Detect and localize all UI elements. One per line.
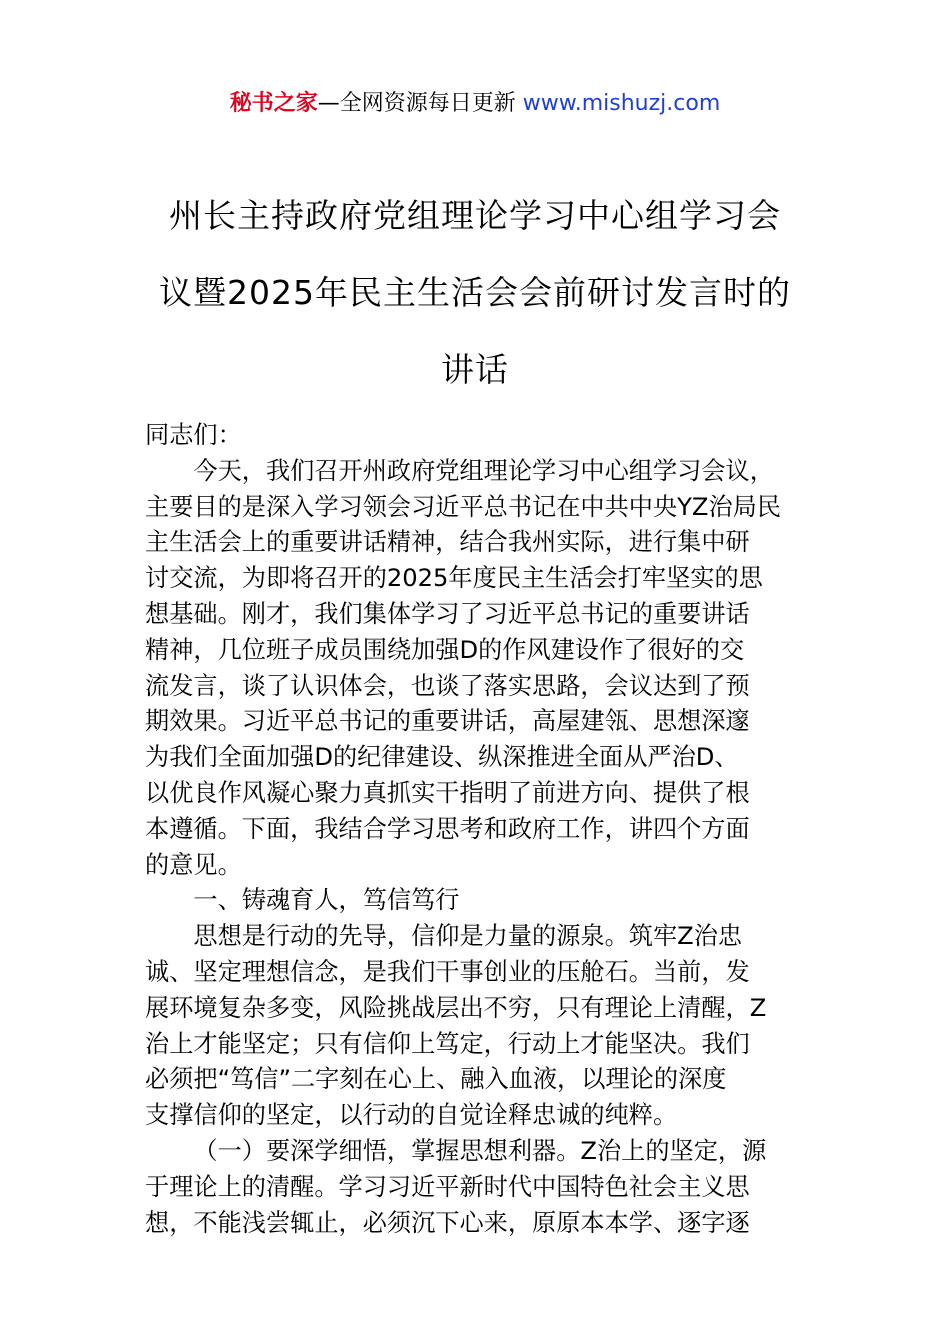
text-line: 思想是行动的先导，信仰是力量的源泉。筑牢Z治忠 [193, 922, 743, 951]
text-line: 以优良作风凝心聚力真抓实干指明了前进方向、提供了根 [145, 778, 750, 807]
text-line: 期效果。习近平总书记的重要讲话，高屋建瓴、思想深邃 [145, 707, 750, 736]
title-line: 议暨2025年民主生活会会前研讨发言时的 [159, 273, 791, 312]
brand-name: 秘书之家 [229, 91, 318, 116]
text-line: 治上才能坚定；只有信仰上笃定，行动上才能坚决。我们 [145, 1029, 750, 1058]
text-line: 的意见。 [145, 850, 242, 879]
text-line: 今天，我们召开州政府党组理论学习中心组学习会议， [193, 456, 774, 485]
site-url[interactable]: www.mishuzj.com [522, 91, 721, 116]
text-line: 展环境复杂多变，风险挑战层出不穷，只有理论上清醒，Z [145, 993, 767, 1022]
text-line: 主要目的是深入学习领会习近平总书记在中共中央YZ治局民 [145, 492, 782, 521]
document-body [145, 418, 813, 1241]
text-line: 想，不能浅尝辄止，必须沉下心来，原原本本学、逐字逐 [145, 1208, 750, 1237]
section-heading [145, 883, 813, 919]
header-slogan: —全网资源每日更新 [317, 91, 523, 116]
text-line: 为我们全面加强D的纪律建设、纵深推进全面从严治D、 [145, 743, 739, 772]
document-title [0, 177, 950, 408]
paragraph-section-one [145, 919, 813, 1134]
text-line: （一）要深学细悟，掌握思想利器。Z治上的坚定，源 [193, 1136, 767, 1165]
title-line: 州长主持政府党组理论学习中心组学习会 [169, 196, 781, 235]
salutation: 同志们： [145, 421, 242, 449]
text-line: 支撑信仰的坚定，以行动的自觉诠释忠诚的纯粹。 [145, 1101, 678, 1130]
paragraph-subsection-one [145, 1134, 813, 1241]
text-line: 于理论上的清醒。学习习近平新时代中国特色社会主义思 [145, 1172, 750, 1201]
text-line: 想基础。刚才，我们集体学习了习近平总书记的重要讲话 [145, 599, 750, 628]
text-line: 讨交流，为即将召开的2025年度民主生活会打牢坚实的思 [145, 564, 763, 593]
heading-line: 一、铸魂育人，笃信笃行 [193, 886, 460, 915]
site-header [0, 88, 950, 120]
text-line: 主生活会上的重要讲话精神，结合我州实际，进行集中研 [145, 528, 750, 557]
text-line: 流发言，谈了认识体会，也谈了落实思路，会议达到了预 [145, 671, 750, 700]
text-line: 必须把“笃信”二字刻在心上、融入血液，以理论的深度 [145, 1065, 727, 1094]
text-line: 诚、坚定理想信念，是我们干事创业的压舱石。当前，发 [145, 957, 750, 986]
text-line: 精神，几位班子成员围绕加强D的作风建设作了很好的交 [145, 635, 745, 664]
text-line: 本遵循。下面，我结合学习思考和政府工作，讲四个方面 [145, 814, 750, 843]
paragraph-intro [145, 454, 813, 884]
title-line: 讲话 [441, 350, 509, 389]
